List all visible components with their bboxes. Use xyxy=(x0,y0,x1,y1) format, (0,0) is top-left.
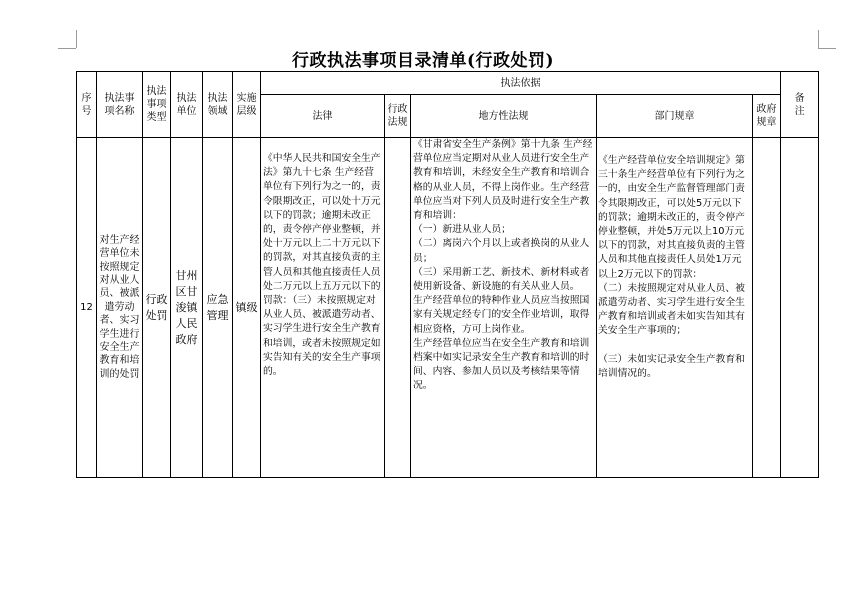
table-row xyxy=(77,138,819,478)
row-item-type: 行政处罚 xyxy=(143,138,171,478)
header-dept-rule: 部门规章 xyxy=(597,95,753,138)
header-basis: 执法依据 xyxy=(261,72,781,95)
row-field: 应急管理 xyxy=(203,138,233,478)
enforcement-table xyxy=(76,71,819,478)
header-field: 执法领域 xyxy=(203,72,233,138)
header-level: 实施层级 xyxy=(233,72,261,138)
row-remark xyxy=(781,138,819,478)
page-title: 行政执法事项目录清单(行政处罚) xyxy=(291,51,555,71)
row-unit: 甘州区甘浚镇人民政府 xyxy=(171,138,203,478)
header-unit: 执法单位 xyxy=(171,72,203,138)
row-dept-rule: 《生产经营单位安全培训规定》第三十条生产经营单位有下列行为之一的，由安全生产监督管理部门责令其限期改正，可以处5万元以下的罚款；逾期未改正的，责令停产停业整顿，并处5万元以上10万元以下的罚款，对其直接负责的主管人员和其他直接责任人员处1万元以上2万元以下的罚款： （二）未按照规定对从业人员、被派遣劳动者、实习学生进行安全生产教育和培训或者未如实告知其有关安全生产事项的； （三）未如实记录安全生产教育和培训情况的。 xyxy=(597,138,753,478)
row-local-reg: 《甘肃省安全生产条例》第十九条 生产经营单位应当定期对从业人员进行安全生产教育和培训，未经安全生产教育和培训合格的从业人员，不得上岗作业。生产经营单位应当对下列人员及时进行安全生产教育和培训： （一）新进从业人员； （二）离岗六个月以上或者换岗的从业人员； （三）采用新工艺、新技术、新材料或者使用新设备、新设施的有关从业人员。 生产经营单位的特种作业人员应当按照国家有关规定经专门的安全作业培训，取得相应资格，方可上岗作业。 生产经营单位应当在安全生产教育和培训档案中如实记录安全生产教育和培训的时间、内容、参加人员以及考核结果等情况。 xyxy=(411,138,597,478)
row-seq: 12 xyxy=(77,138,97,478)
header-item-type: 执法事项类型 xyxy=(143,72,171,138)
header-seq: 序号 xyxy=(77,72,97,138)
header-local-reg: 地方性法规 xyxy=(411,95,597,138)
row-admin-reg xyxy=(385,138,411,478)
header-remark: 备注 xyxy=(781,72,819,138)
header-law: 法律 xyxy=(261,95,385,138)
row-level: 镇级 xyxy=(233,138,261,478)
header-gov-rule: 政府规章 xyxy=(753,95,781,138)
row-item-name: 对生产经营单位未按照规定对从业人员、被派遣劳动者、实习学生进行安全生产教育和培训的处罚 xyxy=(97,138,143,478)
row-gov-rule xyxy=(753,138,781,478)
header-admin-reg: 行政法规 xyxy=(385,95,411,138)
row-law: 《中华人民共和国安全生产法》第九十七条 生产经营单位有下列行为之一的，责令限期改正，可以处十万元以下的罚款；逾期未改正的，责令停产停业整顿，并处十万元以上二十万元以下的罚款，对其直接负责的主管人员和其他直接责任人员处二万元以上五万元以下的罚款：（三）未按照规定对从业人员、被派遣劳动者、实习学生进行安全生产教育和培训，或者未按照规定如实告知有关的安全生产事项的。 xyxy=(261,138,385,478)
header-item-name: 执法事项名称 xyxy=(97,72,143,138)
